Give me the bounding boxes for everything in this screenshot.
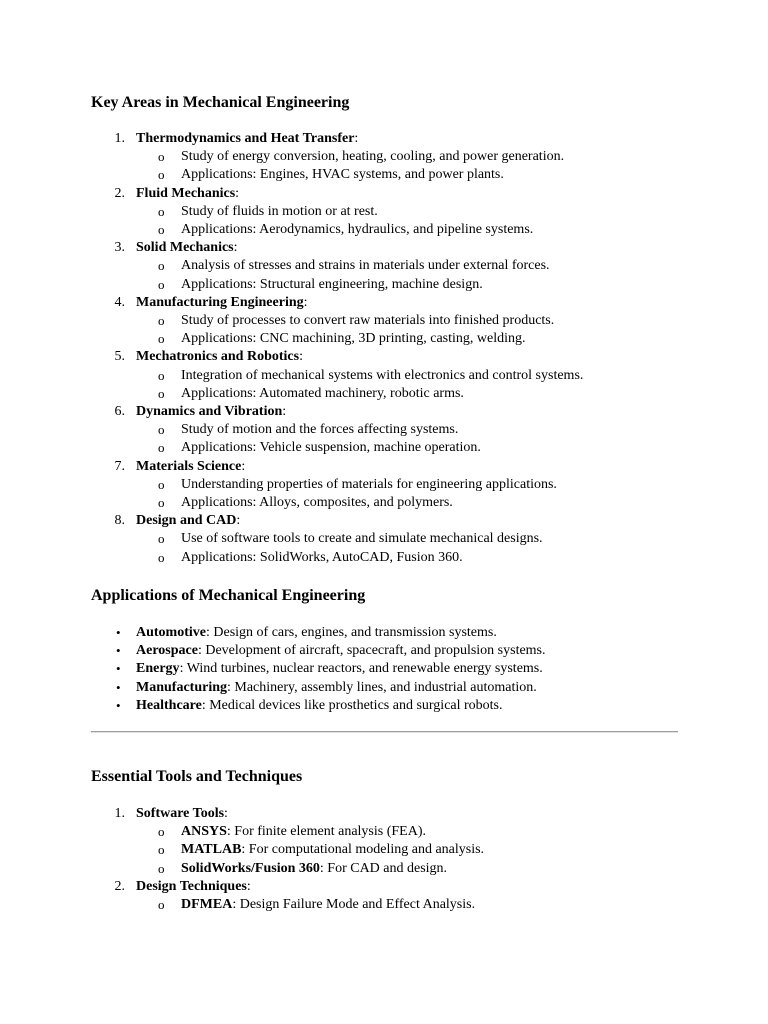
circle-bullet-icon: o xyxy=(158,222,165,238)
list-item xyxy=(91,660,681,678)
bullet-icon: • xyxy=(116,697,121,713)
circle-bullet-icon: o xyxy=(158,842,165,858)
list-item xyxy=(91,348,681,403)
sub-item-text: Understanding properties of materials for engineering applications. xyxy=(181,476,557,492)
sub-item xyxy=(91,257,681,275)
list-item xyxy=(91,403,681,458)
colon: : xyxy=(246,878,251,894)
circle-bullet-icon: o xyxy=(158,531,165,547)
circle-bullet-icon: o xyxy=(158,897,165,913)
colon: : xyxy=(299,349,303,365)
sub-item-text: : For finite element analysis (FEA). xyxy=(226,824,426,840)
sub-item-text: Study of fluids in motion or at rest. xyxy=(181,203,378,219)
circle-bullet-icon: o xyxy=(158,258,165,274)
horizontal-divider xyxy=(91,731,678,733)
list-item xyxy=(91,512,681,567)
circle-bullet-icon: o xyxy=(158,385,165,401)
sub-item-text: Study of motion and the forces affecting systems. xyxy=(181,422,459,438)
sub-item-text: : Design Failure Mode and Effect Analysis. xyxy=(232,897,476,913)
sub-item-text: Applications: Structural engineering, machine design. xyxy=(181,276,483,292)
sub-item-text: Applications: SolidWorks, AutoCAD, Fusion 360. xyxy=(181,549,463,565)
sub-item-text: Analysis of stresses and strains in materials under external forces. xyxy=(181,258,550,274)
item-text: : Wind turbines, nuclear reactors, and renewable energy systems. xyxy=(179,661,543,677)
item-term: Aerospace xyxy=(136,643,198,659)
sub-item xyxy=(91,439,681,457)
item-text: : Medical devices like prosthetics and surgical robots. xyxy=(201,697,503,713)
circle-bullet-icon: o xyxy=(158,313,165,329)
colon: : xyxy=(224,806,228,821)
sub-item xyxy=(91,148,681,166)
item-term: Mechatronics and Robotics xyxy=(136,349,300,365)
circle-bullet-icon: o xyxy=(158,276,165,292)
list-item xyxy=(91,239,681,294)
key-areas-list xyxy=(91,130,681,567)
sub-item-text: Study of energy conversion, heating, cooling, and power generation. xyxy=(181,149,565,165)
sub-item-term: DFMEA xyxy=(181,897,233,913)
list-item xyxy=(91,458,681,513)
list-item xyxy=(91,642,681,660)
bullet-icon: • xyxy=(116,679,121,695)
sub-item-text: : For CAD and design. xyxy=(319,860,448,876)
colon: : xyxy=(236,513,241,529)
sub-item-text: Use of software tools to create and simulate mechanical designs. xyxy=(181,531,543,547)
sub-item xyxy=(91,530,681,548)
circle-bullet-icon: o xyxy=(158,422,165,438)
item-number: 2. xyxy=(114,878,125,894)
list-item xyxy=(91,624,681,642)
circle-bullet-icon: o xyxy=(158,440,165,456)
sub-item-term: ANSYS xyxy=(181,824,227,840)
sub-item-text: Integration of mechanical systems with electronics and control systems. xyxy=(181,367,584,383)
item-term: Thermodynamics and Heat Transfer xyxy=(136,131,355,146)
circle-bullet-icon: o xyxy=(158,495,165,511)
colon: : xyxy=(235,185,240,201)
circle-bullet-icon: o xyxy=(158,167,165,183)
item-term: Energy xyxy=(136,661,180,677)
circle-bullet-icon: o xyxy=(158,367,165,383)
bullet-icon: • xyxy=(116,661,121,677)
sub-item xyxy=(91,330,681,348)
sub-item xyxy=(91,367,681,385)
heading-applications: Applications of Mechanical Engineering xyxy=(91,587,366,604)
sub-item-text: : For computational modeling and analysis. xyxy=(241,842,485,858)
sub-item xyxy=(91,841,681,859)
sub-item-text: Applications: Automated machinery, robotic arms. xyxy=(181,385,464,401)
item-number: 4. xyxy=(114,294,125,310)
circle-bullet-icon: o xyxy=(158,203,165,219)
item-number: 1. xyxy=(114,131,125,146)
item-number: 2. xyxy=(114,185,125,201)
list-item xyxy=(91,185,681,240)
item-term: Healthcare xyxy=(136,697,202,713)
colon: : xyxy=(241,458,246,474)
item-term: Materials Science xyxy=(136,458,242,474)
tools-list xyxy=(91,805,681,914)
item-term: Solid Mechanics xyxy=(136,240,234,256)
colon: : xyxy=(233,240,238,256)
list-item xyxy=(91,697,681,715)
circle-bullet-icon: o xyxy=(158,824,165,840)
sub-item xyxy=(91,276,681,294)
list-item xyxy=(91,679,681,697)
sub-item xyxy=(91,494,681,512)
bullet-icon: • xyxy=(116,625,121,640)
colon: : xyxy=(282,404,287,420)
sub-item-text: Applications: Vehicle suspension, machine operation. xyxy=(181,440,481,456)
sub-item xyxy=(91,312,681,330)
item-number: 8. xyxy=(114,513,125,529)
sub-item-text: Applications: CNC machining, 3D printing, casting, welding. xyxy=(181,331,526,347)
circle-bullet-icon: o xyxy=(158,149,165,165)
item-number: 7. xyxy=(114,458,125,474)
item-text: : Machinery, assembly lines, and industrial automation. xyxy=(227,679,537,695)
sub-item xyxy=(91,860,681,878)
item-term: Design and CAD xyxy=(136,513,237,529)
sub-item-text: Applications: Alloys, composites, and polymers. xyxy=(181,495,453,511)
heading-key-areas: Key Areas in Mechanical Engineering xyxy=(91,94,350,111)
list-item xyxy=(91,130,681,185)
circle-bullet-icon: o xyxy=(158,860,165,876)
item-text: : Design of cars, engines, and transmission systems. xyxy=(206,625,497,640)
item-term: Software Tools xyxy=(136,806,225,821)
item-number: 1. xyxy=(114,806,125,821)
sub-item-text: Applications: Aerodynamics, hydraulics, and pipeline systems. xyxy=(181,222,534,238)
item-term: Manufacturing Engineering xyxy=(136,294,304,310)
sub-item xyxy=(91,385,681,403)
item-term: Dynamics and Vibration xyxy=(136,404,283,420)
heading-tools: Essential Tools and Techniques xyxy=(91,768,303,785)
sub-item xyxy=(91,549,681,567)
applications-list xyxy=(91,624,681,715)
sub-item-text: Study of processes to convert raw materials into finished products. xyxy=(181,313,555,329)
circle-bullet-icon: o xyxy=(158,549,165,565)
item-term: Manufacturing xyxy=(136,679,227,695)
circle-bullet-icon: o xyxy=(158,331,165,347)
sub-item xyxy=(91,221,681,239)
sub-item xyxy=(91,166,681,184)
item-number: 3. xyxy=(114,240,125,256)
item-term: Automotive xyxy=(136,625,206,640)
list-item xyxy=(91,294,681,349)
item-number: 5. xyxy=(114,349,125,365)
sub-item xyxy=(91,203,681,221)
colon: : xyxy=(303,294,308,310)
circle-bullet-icon: o xyxy=(158,476,165,492)
item-number: 6. xyxy=(114,404,125,420)
sub-item-text: Applications: Engines, HVAC systems, and power plants. xyxy=(181,167,504,183)
colon: : xyxy=(354,131,359,146)
item-text: : Development of aircraft, spacecraft, and propulsion systems. xyxy=(197,643,546,659)
sub-item-term: MATLAB xyxy=(181,842,242,858)
sub-item xyxy=(91,476,681,494)
sub-item xyxy=(91,823,681,841)
item-term: Fluid Mechanics xyxy=(136,185,236,201)
item-term: Design Techniques xyxy=(136,878,247,894)
sub-item-term: SolidWorks/Fusion 360 xyxy=(181,860,320,876)
bullet-icon: • xyxy=(116,643,121,659)
list-item xyxy=(91,878,681,914)
sub-item xyxy=(91,896,681,914)
sub-item xyxy=(91,421,681,439)
list-item xyxy=(91,805,681,878)
